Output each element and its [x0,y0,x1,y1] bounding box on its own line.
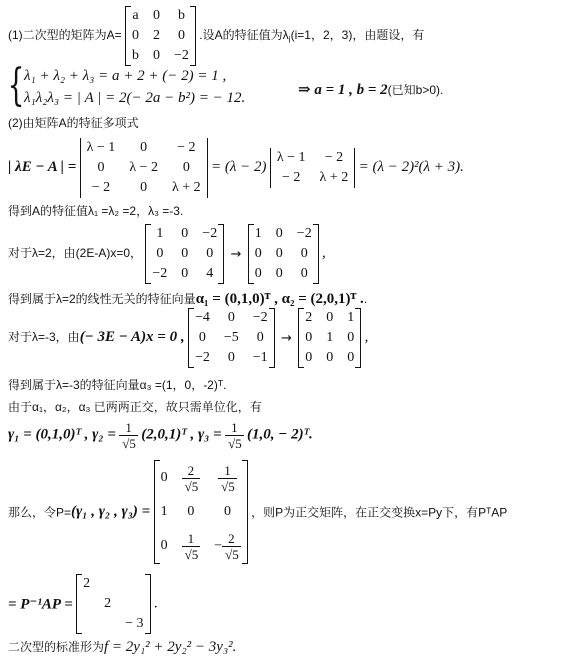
char-lhs: | λE − A | = [8,159,77,176]
final-formula: f = 2y₁² + 2y₂² − 3y₃². [104,639,237,655]
matrix-cell: 4 [206,266,214,281]
case2-end: , [364,329,369,346]
orth-text: 由于α₁，α₂，α₃ 已两两正交，故只需单位化，有 [8,400,262,414]
matrix-cell: λ + 2 [172,180,201,195]
matrix-cell: −2 [296,226,312,241]
matrix-cell: λ − 1 [86,140,116,155]
matrix-cell: 0 [300,266,308,281]
matrix-cell: 0 [227,350,235,365]
p1-line [8,6,424,66]
case1-matrix [145,224,224,284]
case2-reduced [298,308,361,368]
matrix-cell: −1 [252,350,268,365]
matrix-cell: 0 [300,246,308,261]
diag-matrix: 2 2 − 3 [76,574,150,634]
matrix-cell: 0 [198,330,206,345]
orth-line [8,398,262,415]
p1-after: .设A的特征值为λ [199,28,289,43]
case2-label: 对于λ=-3，由 [8,330,80,345]
matrix-cell: λ + 2 [319,170,349,185]
case1-reduced [248,224,319,284]
gamma-line [8,420,313,451]
vec1-label: 得到属于λ=2的线性无关的特征向量 [8,292,196,306]
vec1-line [8,290,367,308]
matrix-cell: 0 [181,246,189,261]
matrix-cell: 2 [153,28,161,43]
matrix-cell: −5 [223,330,239,345]
matrix-cell: −2 [202,226,218,241]
implies-text: ⇒ a = 1 , b = 2 [298,82,388,98]
matrix-cell: − 2 [282,170,301,185]
matrix-cell: 1 [254,226,262,241]
final-label: 二次型的标准形为 [8,640,105,654]
arrow-icon: → [230,246,242,262]
matrix-cell: 0 [182,160,190,175]
matrix-cell: 0 [254,246,262,261]
matrix-cell: − 2 [324,150,344,165]
matrix-cell: 0 [275,226,283,241]
vec1-formula: α₁ = (0,1,0)ᵀ , α₂ = (2,0,1)ᵀ . [195,291,364,307]
matrix-cell: 0 [181,226,189,241]
matrix-cell: 0 [347,330,355,345]
matrix-cell: 0 [347,350,355,365]
vec2-text: 得到属于λ=-3的特征向量α₃ =(1，0，-2)ᵀ. [8,378,227,392]
p-after: ，则P为正交矩阵，在正交变换x=Py下，有PᵀAP [251,505,508,520]
gamma1: γ₁ = (0,1,0)ᵀ , γ₂ = [8,426,116,443]
vec1-end: . [363,292,368,306]
diag-line [8,574,158,634]
system-eq2 [24,90,245,107]
matrix-cell: λ − 1 [276,150,306,165]
matrix-cell: −2 [152,266,168,281]
det-matrix-3x3 [80,138,208,198]
matrix-cell: 1 [156,226,164,241]
case1-line [8,224,326,284]
diag-lhs: = P⁻¹AP = [8,596,73,613]
matrix-cell: 0 [326,310,334,325]
matrix-cell: 0 [153,8,161,23]
p1-after2: (i=1，2，3)，由题设，有 [290,28,425,43]
vec2-line [8,376,226,393]
matrix-cell: 0 [305,350,313,365]
matrix-cell: −2 [252,310,268,325]
final-line [8,638,236,656]
char-rhs: = (λ − 2)²(λ + 3). [358,159,464,176]
matrix-cell: 0 [132,28,140,43]
matrix-cell: b [177,8,185,23]
p1-sub: i [288,34,291,45]
matrix-cell: −2 [194,350,210,365]
system-brace: { [7,60,25,111]
matrix-cell: b [132,48,140,63]
matrix-cell: 0 [275,266,283,281]
matrix-cell: 0 [254,266,262,281]
gamma3: (1,0, − 2)ᵀ. [247,426,313,443]
det-matrix-2x2 [270,148,355,188]
matrix-cell: 0 [181,266,189,281]
case2-matrix [188,308,275,368]
matrix-cell: 0 [275,246,283,261]
case1-label: 对于λ=2，由(2E-A)x=0， [8,246,143,261]
p1-intro: (1)二次型的矩阵为A= [8,28,122,43]
char-poly [8,138,464,198]
matrix-cell: 0 [177,28,185,43]
matrix-cell: 0 [326,350,334,365]
matrix-cell: a [132,8,139,23]
matrix-cell: − 2 [91,180,111,195]
diag-end: . [153,595,158,612]
matrix-cell: 0 [153,48,161,63]
frac-1-sqrt5: $\frac{1}{√5}$ [225,420,244,451]
p-matrix-line [8,460,507,564]
p-matrix: 0 $\frac{2}{√5}$ $\frac{1}{√5}$ 1 0 0 0 $\frac{1}{√5}$ − $\frac{2}{√5}$ [154,460,248,564]
eq2-text: λ₁λ₂λ₃ = | A | = 2(− 2a − b²) = − 12. [24,90,246,106]
matrix-cell: − 2 [177,140,196,155]
frac-1-sqrt5: $\frac{1}{√5}$ [119,420,138,451]
case2-line [8,308,368,368]
matrix-cell: 0 [97,160,105,175]
char-mid: = (λ − 2) [211,159,267,176]
p-eq: (γ₁ , γ₂ , γ₃) = [71,503,151,520]
matrix-cell: 2 [305,310,313,325]
matrix-cell: 1 [326,330,334,345]
matrix-cell: −4 [194,310,210,325]
case2-eq: (− 3E − A)x = 0 , [79,329,185,346]
p2-heading-text: (2)由矩阵A的特征多项式 [8,116,139,130]
matrix-cell: 0 [305,330,313,345]
matrix-cell: 0 [156,246,164,261]
eq1-text: λ₁ + λ₂ + λ₃ = a + 2 + (− 2) = 1 , [24,68,227,84]
case1-end: , [322,245,326,262]
p-label: 那么，令P= [8,505,72,520]
matrix-cell: 0 [227,310,235,325]
implies-note: (已知b>0). [387,83,444,97]
matrix-a [125,6,196,66]
eigenvalues [8,202,183,219]
p2-heading [8,114,139,131]
arrow-icon: → [281,330,292,346]
matrix-cell: 0 [140,180,148,195]
matrix-cell: −2 [174,48,189,63]
system-eq1 [24,68,226,85]
matrix-cell: 0 [140,140,148,155]
matrix-cell: 0 [256,330,264,345]
matrix-cell: 0 [206,246,214,261]
eig-text: 得到A的特征值λ₁ =λ₂ =2，λ₃ =-3. [8,204,184,218]
matrix-cell: λ − 2 [129,160,158,175]
gamma2: (2,0,1)ᵀ , γ₃ = [141,426,222,443]
system-implies [298,80,443,99]
matrix-cell: 1 [347,310,355,325]
